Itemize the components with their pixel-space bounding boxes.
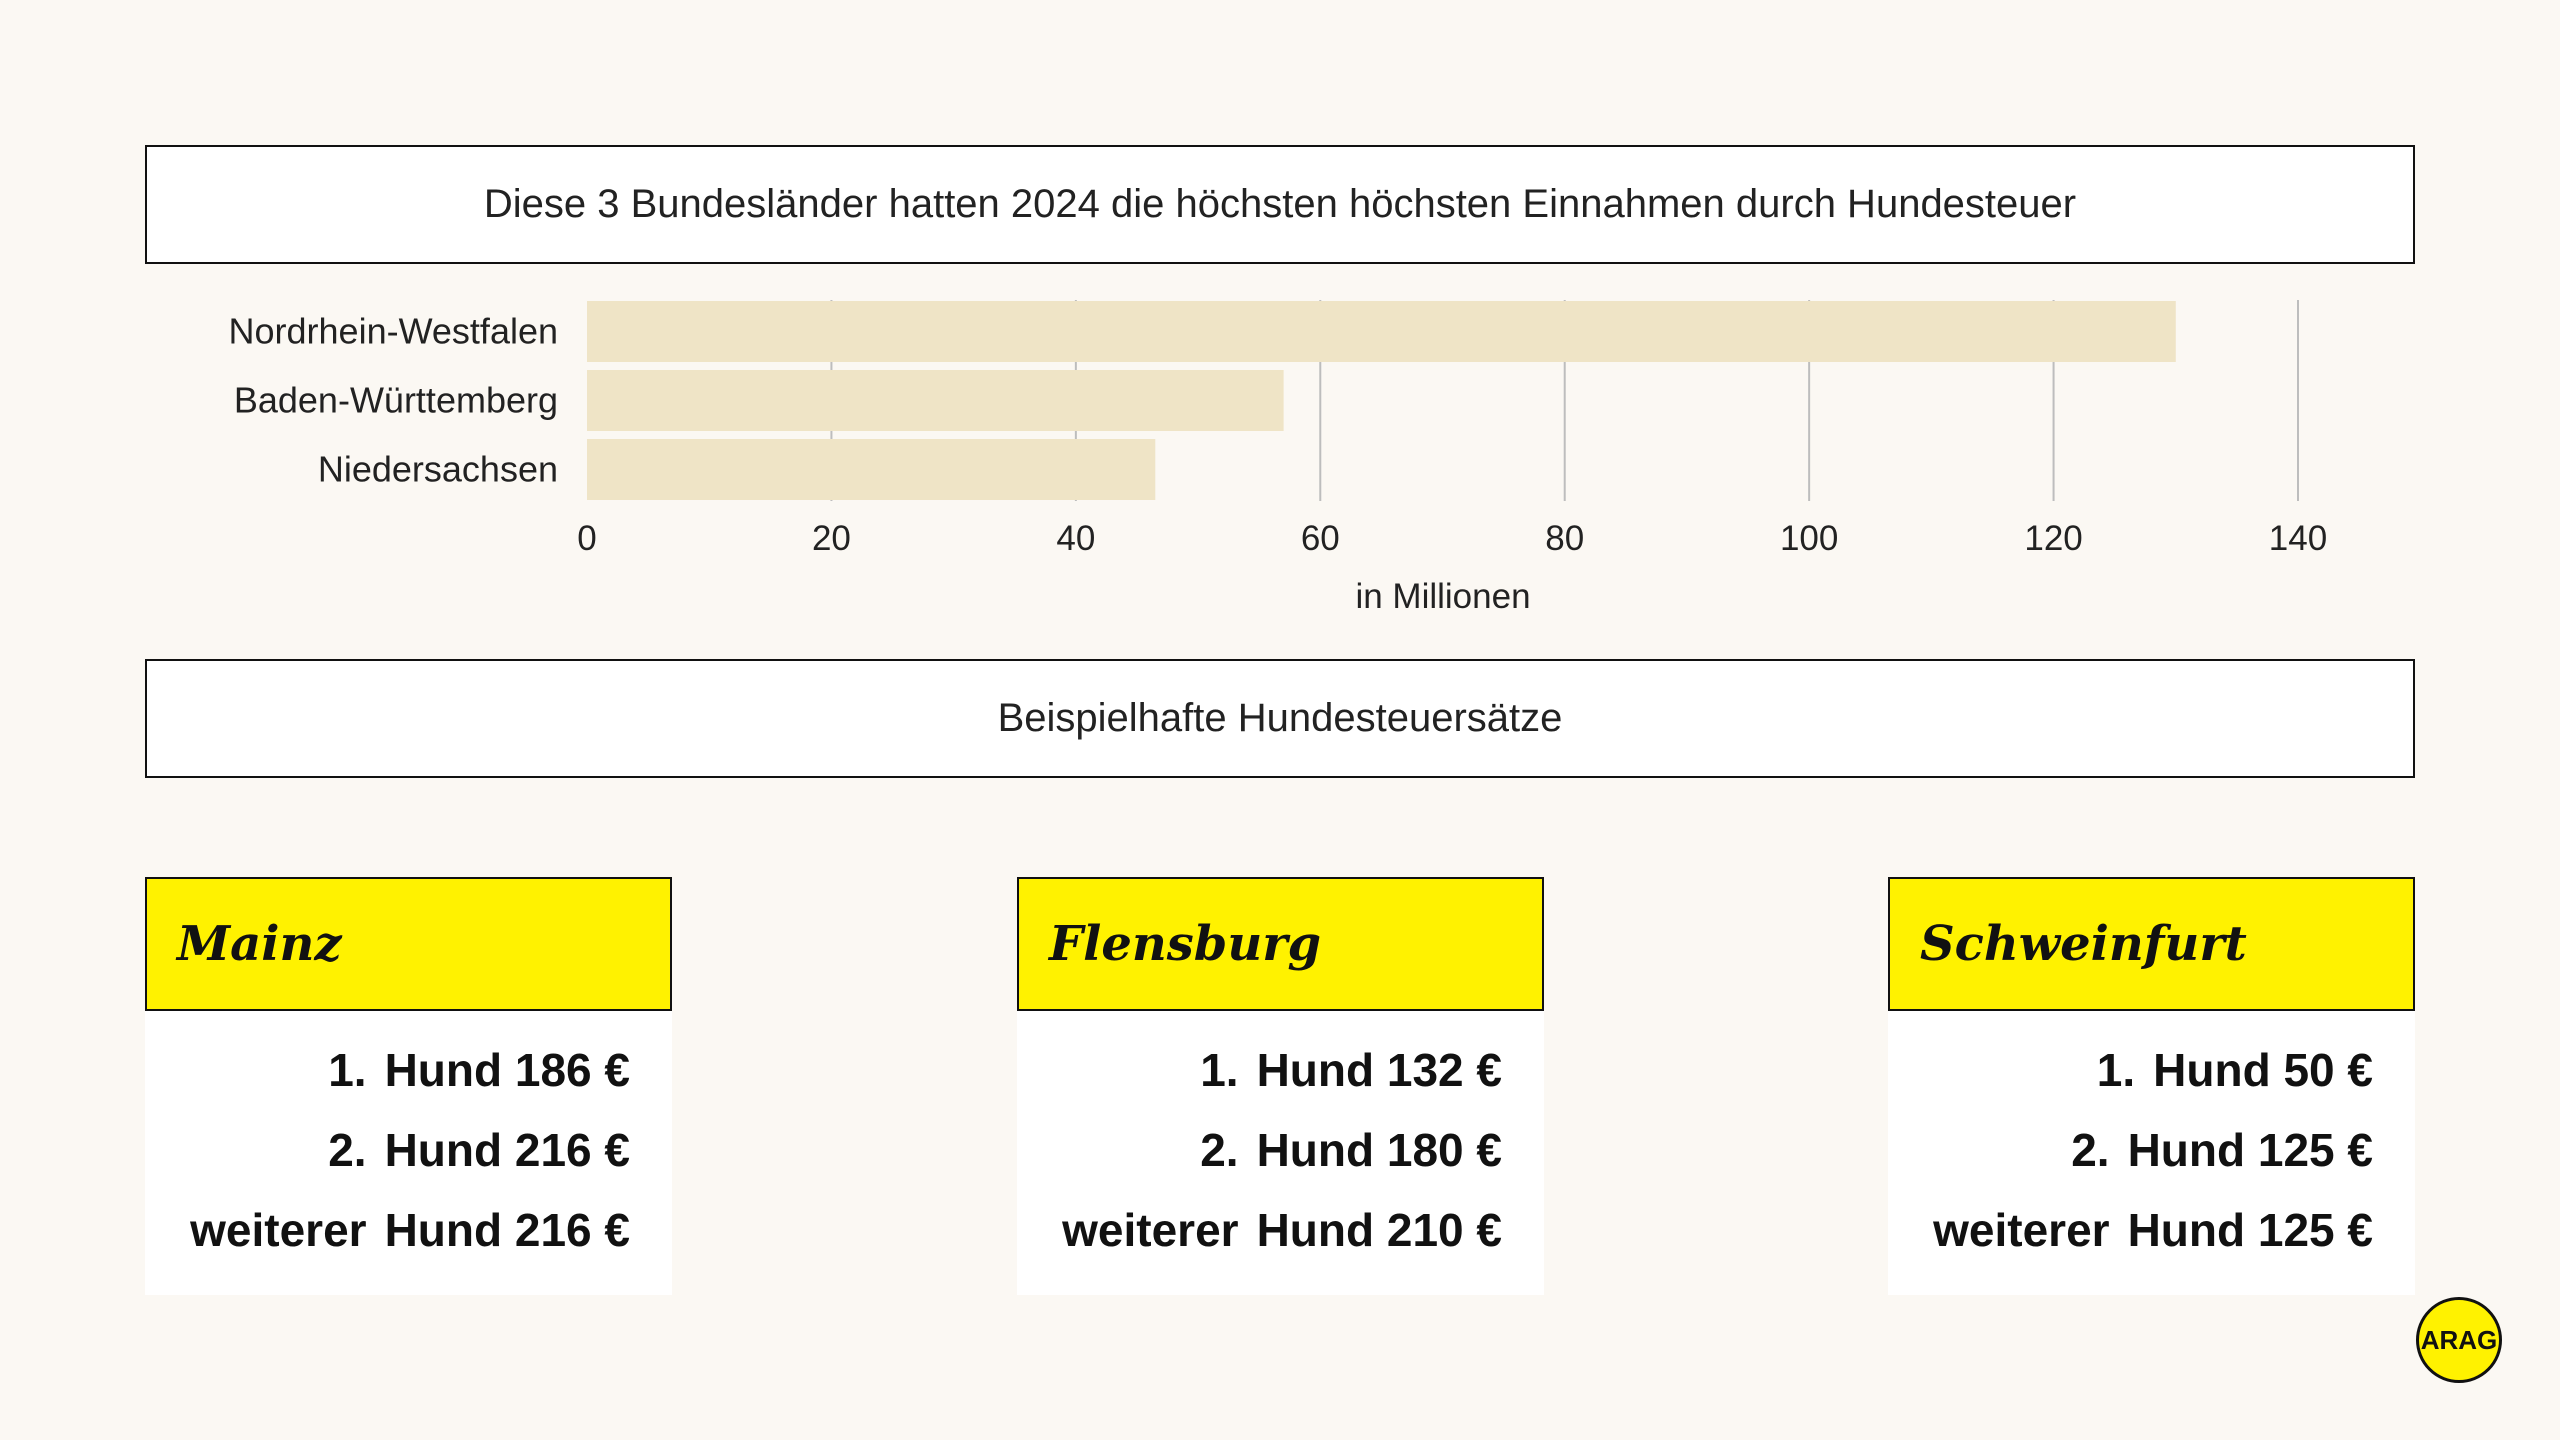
rate-value: Hund 216 € [384,1204,630,1256]
x-tick-label: 80 [1545,519,1585,558]
rate-value: Hund 50 € [2153,1044,2373,1096]
rate-label: weiterer [1933,1204,2110,1256]
rate-row [1888,1203,2373,1283]
rate-label: 1. [328,1044,367,1096]
card-city: Schweinfurt [1888,877,2415,1011]
bar [587,370,1284,431]
rate-row [145,1203,630,1283]
rate-row [145,1043,630,1123]
rate-row [145,1123,630,1203]
rate-value: Hund 180 € [1256,1124,1502,1176]
rate-value: Hund 186 € [384,1044,630,1096]
rate-label: 2. [328,1124,367,1176]
rate-row [1017,1203,1502,1283]
rate-label: 1. [1200,1044,1239,1096]
bar [587,301,2176,362]
rate-label: weiterer [1062,1204,1239,1256]
rate-row [1017,1123,1502,1203]
rates-title-box [145,659,2415,778]
rates-title: Beispielhafte Hundesteuersätze [997,696,1563,740]
bar-chart [0,0,2560,640]
rate-label: 2. [2071,1124,2110,1176]
bar [587,439,1155,500]
x-tick-label: 120 [2024,519,2083,558]
card-flensburg [1017,877,1544,1295]
chart-category-labels [229,311,558,490]
x-tick-label: 20 [811,519,851,558]
x-tick-label: 140 [2268,519,2328,558]
card-body [145,1011,672,1295]
x-tick-label: 0 [577,519,597,558]
chart-bars [587,301,2176,500]
rate-label: 1. [2096,1044,2136,1096]
category-label: Niedersachsen [317,448,558,490]
rate-value: Hund 125 € [2127,1124,2373,1176]
card-mainz [145,877,672,1295]
card-schweinfurt [1888,877,2415,1295]
rate-label: 2. [1200,1124,1239,1176]
card-city: Mainz [145,877,672,1011]
logo-text: ARAG [2420,1324,2498,1355]
rate-row [1017,1043,1502,1123]
category-label: Baden-Württemberg [233,379,558,421]
rate-label: weiterer [190,1204,367,1256]
rate-row [1888,1123,2373,1203]
category-label: Nordrhein-Westfalen [228,310,558,352]
rate-value: Hund 216 € [384,1124,630,1176]
rate-value: Hund 210 € [1256,1204,1502,1256]
x-tick-label: 100 [1779,519,1839,558]
rate-row [1888,1043,2373,1123]
rate-value: Hund 125 € [2127,1204,2373,1256]
card-city: Flensburg [1017,877,1544,1011]
x-tick-label: 60 [1300,519,1340,558]
chart-title: Diese 3 Bundesländer hatten 2024 die höchsten höchsten Einnahmen durch Hundesteuer [483,182,2077,226]
x-axis-label: in Millionen [1355,577,1531,616]
rate-value: Hund 132 € [1256,1044,1502,1096]
card-body [1017,1011,1544,1295]
x-tick-label: 40 [1056,519,1096,558]
chart-tick-labels [577,519,2327,558]
arag-logo [2416,1297,2502,1383]
card-body [1888,1011,2415,1295]
